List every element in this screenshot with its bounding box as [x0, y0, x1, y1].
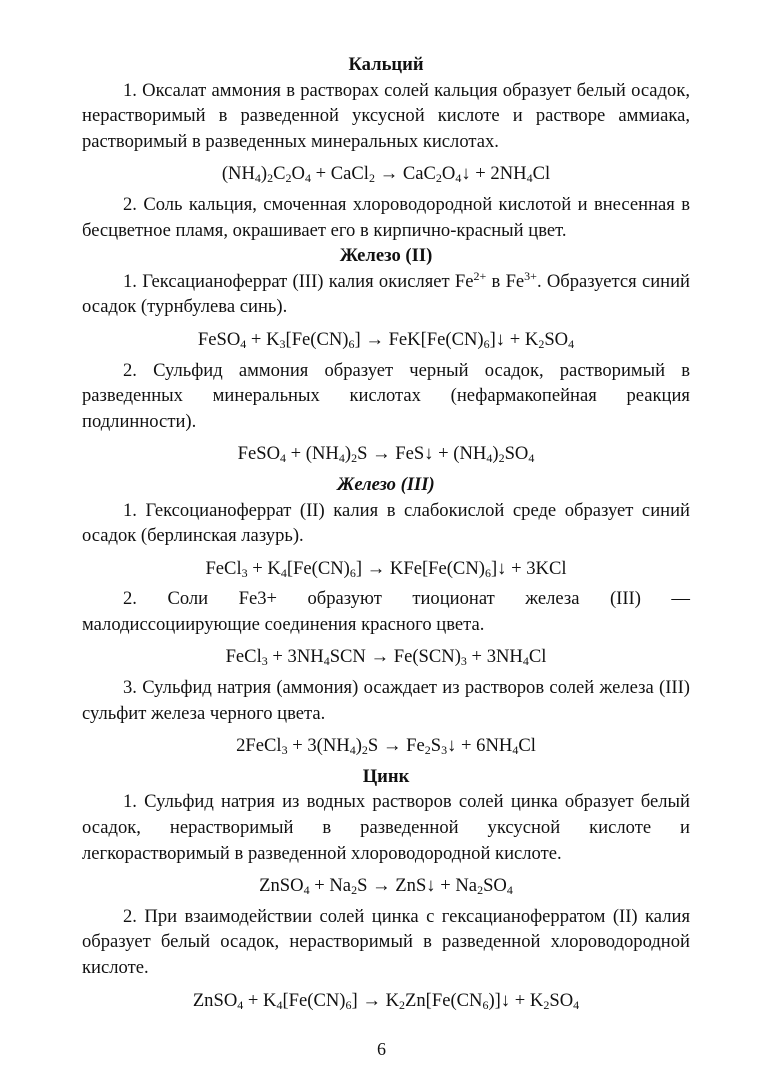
- iron-2-p1-charge-2: 3+: [524, 268, 537, 283]
- equation-subscript: 2: [424, 743, 431, 758]
- section-iron-2: [82, 243, 690, 467]
- equation-subscript: 6: [484, 565, 491, 580]
- equation-subscript: 3: [281, 743, 288, 758]
- equation-subscript: 2: [351, 451, 358, 466]
- equation-text: ): [492, 443, 499, 465]
- equation-text: C: [273, 163, 286, 185]
- equation-subscript: 4: [323, 654, 330, 669]
- equation-subscript: 3: [261, 654, 268, 669]
- equation-text: FeCl: [225, 646, 262, 668]
- equation-subscript: 4: [280, 565, 287, 580]
- document-page: [82, 52, 690, 1018]
- equation-text: ]↓ + K: [489, 328, 539, 350]
- section-title-iron-2: Железо (II): [339, 245, 433, 267]
- equation-subscript: 4: [276, 997, 283, 1012]
- section-title-iron-3: Железо (III): [337, 473, 435, 495]
- iron-3-paragraph-3: 3. Сульфид натрия (аммония) осаждает из растворов солей железа (III) сульфит железа черного цвета.: [82, 677, 690, 724]
- equation-text: S → FeS↓ + (NH: [357, 443, 487, 465]
- equation-text: + 3(NH: [287, 735, 350, 757]
- equation-text: (NH: [221, 163, 255, 185]
- equation-subscript: 4: [240, 336, 247, 351]
- equation-text: [Fe(CN): [285, 328, 349, 350]
- equation-text: + K: [246, 328, 280, 350]
- equation-subscript: 4: [280, 451, 287, 466]
- equation-text: Cl: [528, 646, 547, 668]
- page-number: 6: [377, 1039, 386, 1059]
- iron-2-p1-charge-1: 2+: [473, 268, 487, 283]
- equation-subscript: 4: [486, 451, 493, 466]
- equation-text: [Fe(CN): [286, 557, 350, 579]
- section-zinc: [82, 764, 690, 1013]
- equation-text: SO: [544, 328, 569, 350]
- equation-text: + CaCl: [310, 163, 369, 185]
- calcium-equation-1: [82, 161, 690, 187]
- equation-subscript: 4: [573, 997, 580, 1012]
- zinc-paragraph-2: 2. При взаимодействии солей цинка с гексацианоферратом (II) калия образует белый осадок, нерастворимый в разведенной хлороводородной кислоте.: [82, 905, 690, 978]
- equation-subscript: 4: [506, 883, 513, 898]
- equation-text: Zn[Fe(CN: [405, 989, 483, 1011]
- equation-subscript: 6: [482, 997, 489, 1012]
- equation-text: 2FeCl: [236, 735, 282, 757]
- equation-subscript: 4: [349, 743, 356, 758]
- iron-2-p1-text-a: 1. Гексацианоферрат (III) калия окисляет Fe: [123, 270, 474, 292]
- equation-text: S → Fe: [367, 735, 425, 757]
- equation-text: ↓ + 2NH: [461, 163, 527, 185]
- equation-text: → CaC: [374, 163, 436, 185]
- equation-subscript: 2: [498, 451, 505, 466]
- equation-text: FeCl: [205, 557, 242, 579]
- equation-subscript: 2: [538, 336, 545, 351]
- equation-text: ] → FeK[Fe(CN): [354, 328, 484, 350]
- equation-text: ]↓ + 3KCl: [490, 557, 567, 579]
- section-title-calcium: Кальций: [348, 54, 424, 75]
- equation-subscript: 4: [304, 171, 311, 186]
- equation-text: ): [260, 163, 268, 185]
- equation-subscript: 2: [368, 171, 375, 186]
- equation-text: + (NH: [286, 443, 339, 465]
- equation-text: S: [430, 735, 442, 757]
- equation-text: [Fe(CN): [282, 989, 346, 1011]
- section-iron-3: [82, 472, 690, 759]
- equation-subscript: 6: [483, 336, 490, 351]
- equation-text: + Na: [309, 875, 352, 897]
- equation-subscript: 2: [285, 171, 292, 186]
- equation-text: SO: [549, 989, 574, 1011]
- iron-3-equation-1: [82, 556, 690, 582]
- equation-text: ZnSO: [259, 875, 304, 897]
- equation-text: O: [291, 163, 305, 185]
- iron-2-equation-2: [82, 441, 690, 467]
- equation-subscript: 3: [279, 336, 286, 351]
- calcium-paragraph-1: 1. Оксалат аммония в растворах солей кальция образует белый осадок, нерастворимый в разведенной уксусной кислоте и растворе аммиака, растворимый в разведенных минеральных кислотах.: [82, 79, 690, 152]
- equation-text: SO: [504, 443, 529, 465]
- equation-subscript: 4: [528, 451, 535, 466]
- equation-text: SCN → Fe(SCN): [329, 646, 461, 668]
- calcium-paragraph-2: 2. Соль кальция, смоченная хлороводородной кислотой и внесенная в бесцветное пламя, окрашивает его в кирпично-красный цвет.: [82, 193, 690, 241]
- equation-text: + 3NH: [267, 646, 324, 668]
- iron-2-p1-text-b: в Fe: [486, 270, 525, 292]
- equation-text: + K: [247, 557, 281, 579]
- equation-text: Cl: [532, 163, 551, 185]
- equation-subscript: 3: [241, 565, 248, 580]
- equation-subscript: 4: [254, 171, 261, 186]
- equation-text: ] → KFe[Fe(CN): [355, 557, 485, 579]
- equation-text: ): [355, 735, 362, 757]
- equation-subscript: 6: [349, 565, 356, 580]
- iron-2-paragraph-1: [82, 269, 690, 320]
- equation-subscript: 4: [568, 336, 575, 351]
- section-title-zinc: Цинк: [362, 765, 410, 787]
- equation-text: Cl: [518, 735, 536, 757]
- equation-text: ] → K: [351, 989, 399, 1011]
- equation-subscript: 4: [237, 997, 244, 1012]
- iron-2-paragraph-2: 2. Сульфид аммония образует черный осадок, растворимый в разведенных минеральных кислотах (нефармакопейная реакция подлинности).: [82, 359, 690, 432]
- iron-2-p1-text-c: . Образуется синий осадок (турнбулева синь).: [82, 270, 691, 318]
- iron-3-paragraph-1: 1. Гексоцианоферрат (II) калия в слабокислой среде образует синий осадок (берлинская лазурь).: [82, 499, 690, 547]
- equation-subscript: 2: [361, 743, 368, 758]
- equation-subscript: 4: [512, 743, 519, 758]
- zinc-paragraph-1: 1. Сульфид натрия из водных растворов солей цинка образует белый осадок, нерастворимый в разведенной уксусной кислоте и легкорастворимый в разведенной хлороводородной кислоте.: [82, 791, 690, 864]
- equation-text: O: [441, 163, 456, 185]
- equation-text: )]↓ + K: [488, 989, 544, 1011]
- equation-subscript: 3: [460, 654, 467, 669]
- iron-3-equation-3: [82, 733, 690, 759]
- equation-subscript: 3: [441, 743, 448, 758]
- equation-subscript: 4: [455, 171, 462, 186]
- equation-text: + 3NH: [466, 646, 523, 668]
- equation-subscript: 4: [338, 451, 345, 466]
- equation-subscript: 2: [477, 883, 484, 898]
- equation-subscript: 4: [303, 883, 310, 898]
- equation-text: ZnSO: [192, 989, 238, 1011]
- zinc-equation-1: [82, 873, 690, 899]
- equation-subscript: 2: [543, 997, 550, 1012]
- equation-subscript: 2: [267, 171, 274, 186]
- equation-text: ↓ + 6NH: [447, 735, 513, 757]
- equation-subscript: 4: [526, 171, 533, 186]
- equation-text: + K: [243, 989, 277, 1011]
- equation-subscript: 2: [351, 883, 358, 898]
- equation-text: FeSO: [197, 328, 241, 350]
- equation-subscript: 4: [522, 654, 529, 669]
- equation-text: S → ZnS↓ + Na: [357, 875, 478, 897]
- zinc-equation-2: [82, 988, 690, 1014]
- equation-subscript: 2: [399, 997, 405, 1012]
- equation-subscript: 6: [348, 336, 355, 351]
- section-calcium: [82, 52, 690, 243]
- equation-text: FeSO: [237, 443, 281, 465]
- equation-text: ): [344, 443, 352, 465]
- equation-subscript: 6: [345, 997, 352, 1012]
- equation-text: SO: [483, 875, 507, 897]
- iron-3-paragraph-2: 2. Соли Fe3+ образуют тиоционат железа (III) — малодиссоциирующие соединения красного цвета.: [82, 588, 690, 635]
- iron-3-equation-2: [82, 644, 690, 670]
- iron-2-equation-1: [82, 327, 690, 353]
- equation-subscript: 2: [435, 171, 442, 186]
